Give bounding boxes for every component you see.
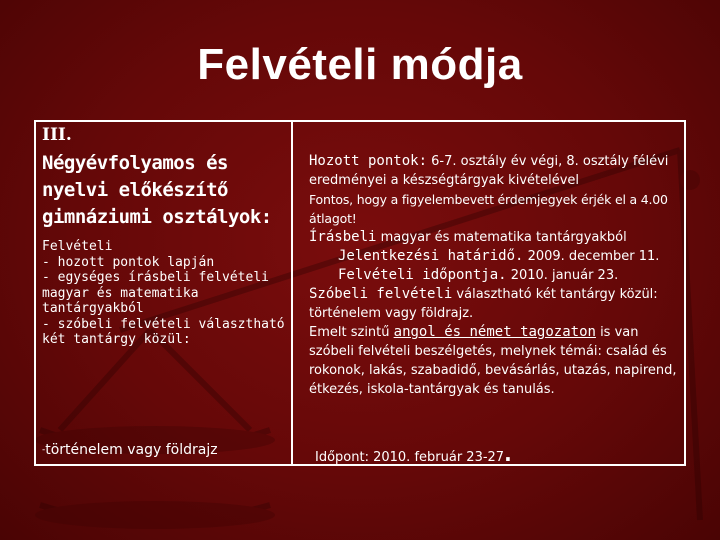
- idopont-dot: .: [504, 442, 512, 466]
- right-column: [309, 152, 681, 399]
- jelentkezes-date: 2009. december 11.: [523, 249, 660, 264]
- left-subjects-text: történelem vagy földrajz: [45, 442, 218, 458]
- section-heading: Négyévfolyamos és nyelvi előkészítő gimnáziumi osztályok:: [42, 152, 272, 228]
- szobeli-label: Szóbeli felvételi: [309, 286, 453, 302]
- emelt-pre: Emelt szintű: [309, 325, 394, 340]
- hozott-label: Hozott pontok:: [309, 153, 428, 169]
- left-line: - egységes írásbeli felvételi magyar és matematika tantárgyakból: [42, 270, 269, 316]
- emelt-szintu: [309, 323, 681, 399]
- szobeli: [309, 285, 681, 323]
- left-subjects: [42, 442, 218, 458]
- left-line: - szóbeli felvételi választható két tantárgy közül:: [42, 316, 285, 347]
- hozott-text: 6-7. osztály év végi, 8. osztály félévi eredményei a készségtárgyak kivételével: [309, 154, 669, 188]
- felveteli-date: 2010. január 23.: [506, 268, 619, 283]
- emelt-tagozat-link[interactable]: angol és német tagozaton: [393, 324, 596, 340]
- idopont: [315, 442, 512, 466]
- felveteli-idopont: [309, 266, 681, 285]
- left-details: [42, 239, 287, 348]
- szobeli-text: választható két tantárgy közül: történelem vagy földrajz.: [309, 287, 658, 321]
- hozott-pontok: [309, 152, 681, 190]
- irasbeli-text: magyar és matematika tantárgyakból: [376, 230, 627, 245]
- fontos-note: Fontos, hogy a figyelembevett érdemjegyek érjék el a 4.00 átlagot!: [309, 192, 668, 226]
- left-line: Felvételi: [42, 239, 113, 254]
- left-column: [42, 124, 287, 348]
- section-number: III.: [42, 125, 72, 145]
- irasbeli-label: Írásbeli: [309, 229, 377, 245]
- left-line: - hozott pontok lapján: [42, 254, 215, 270]
- left-subjects-dash: -: [42, 445, 46, 455]
- felveteli-label: Felvételi időpontja.: [338, 267, 507, 283]
- column-divider: [291, 120, 293, 466]
- idopont-text: Időpont: 2010. február 23-27: [315, 450, 505, 465]
- jelentkezes: [309, 247, 681, 266]
- slide-title: Felvételi módja: [197, 40, 523, 89]
- jelentkezes-label: Jelentkezési határidő.: [338, 248, 524, 264]
- emelt-post: is van szóbeli felvételi beszélgetés, melynek témái: család és rokonok, lakás, szabadidő, bevásárlás, utazás, napirend, étkezés, iskola-tantárgyak és tanulás.: [309, 325, 677, 397]
- irasbeli: [309, 228, 681, 247]
